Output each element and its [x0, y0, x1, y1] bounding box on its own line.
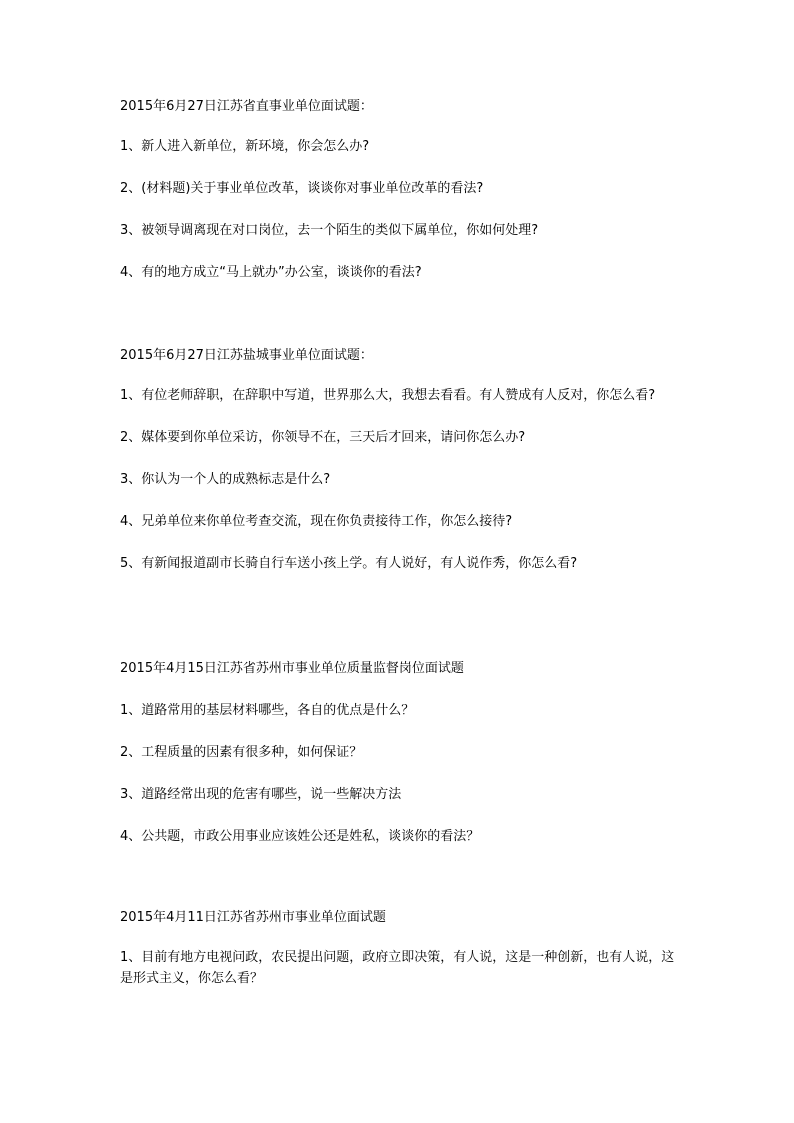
section-heading: 2015年4月15日江苏省苏州市事业单位质量监督岗位面试题 [120, 661, 464, 676]
section-heading: 2015年4月11日江苏省苏州市事业单位面试题 [120, 910, 386, 925]
question-item: 1、目前有地方电视问政，农民提出问题，政府立即决策，有人说，这是一种创新，也有人说，这是形式主义，你怎么看？ [120, 950, 675, 986]
exam-section-4 [120, 908, 680, 989]
question-item: 3、你认为一个人的成熟标志是什么? [120, 472, 331, 487]
section-heading: 2015年6月27日江苏省直事业单位面试题： [120, 99, 373, 114]
question-item: 2、工程质量的因素有很多种，如何保证？ [120, 745, 363, 760]
question-item: 1、有位老师辞职，在辞职中写道，世界那么大，我想去看看。有人赞成有人反对，你怎么看? [120, 388, 656, 403]
exam-section-1 [120, 97, 680, 283]
question-item: 1、新人进入新单位，新环境，你会怎么办? [120, 139, 370, 154]
question-item: 3、被领导调离现在对口岗位，去一个陌生的类似下属单位，你如何处理? [120, 223, 539, 238]
question-item: 4、有的地方成立“马上就办”办公室，谈谈你的看法? [120, 265, 422, 280]
question-item: 5、有新闻报道副市长骑自行车送小孩上学。有人说好，有人说作秀，你怎么看? [120, 556, 578, 571]
question-item: 1、道路常用的基层材料哪些，各自的优点是什么？ [120, 703, 415, 718]
exam-section-2 [120, 346, 680, 574]
question-item: 4、公共题，市政公用事业应该姓公还是姓私，谈谈你的看法？ [120, 829, 480, 844]
question-item: 2、媒体要到你单位采访，你领导不在，三天后才回来，请问你怎么办? [120, 430, 526, 445]
question-item: 2、(材料题)关于事业单位改革，谈谈你对事业单位改革的看法? [120, 181, 484, 196]
exam-section-3 [120, 659, 680, 847]
section-heading: 2015年6月27日江苏盐城事业单位面试题： [120, 348, 373, 363]
question-item: 4、兄弟单位来你单位考查交流，现在你负责接待工作，你怎么接待? [120, 514, 513, 529]
question-item: 3、道路经常出现的危害有哪些，说一些解决方法 [120, 787, 402, 802]
